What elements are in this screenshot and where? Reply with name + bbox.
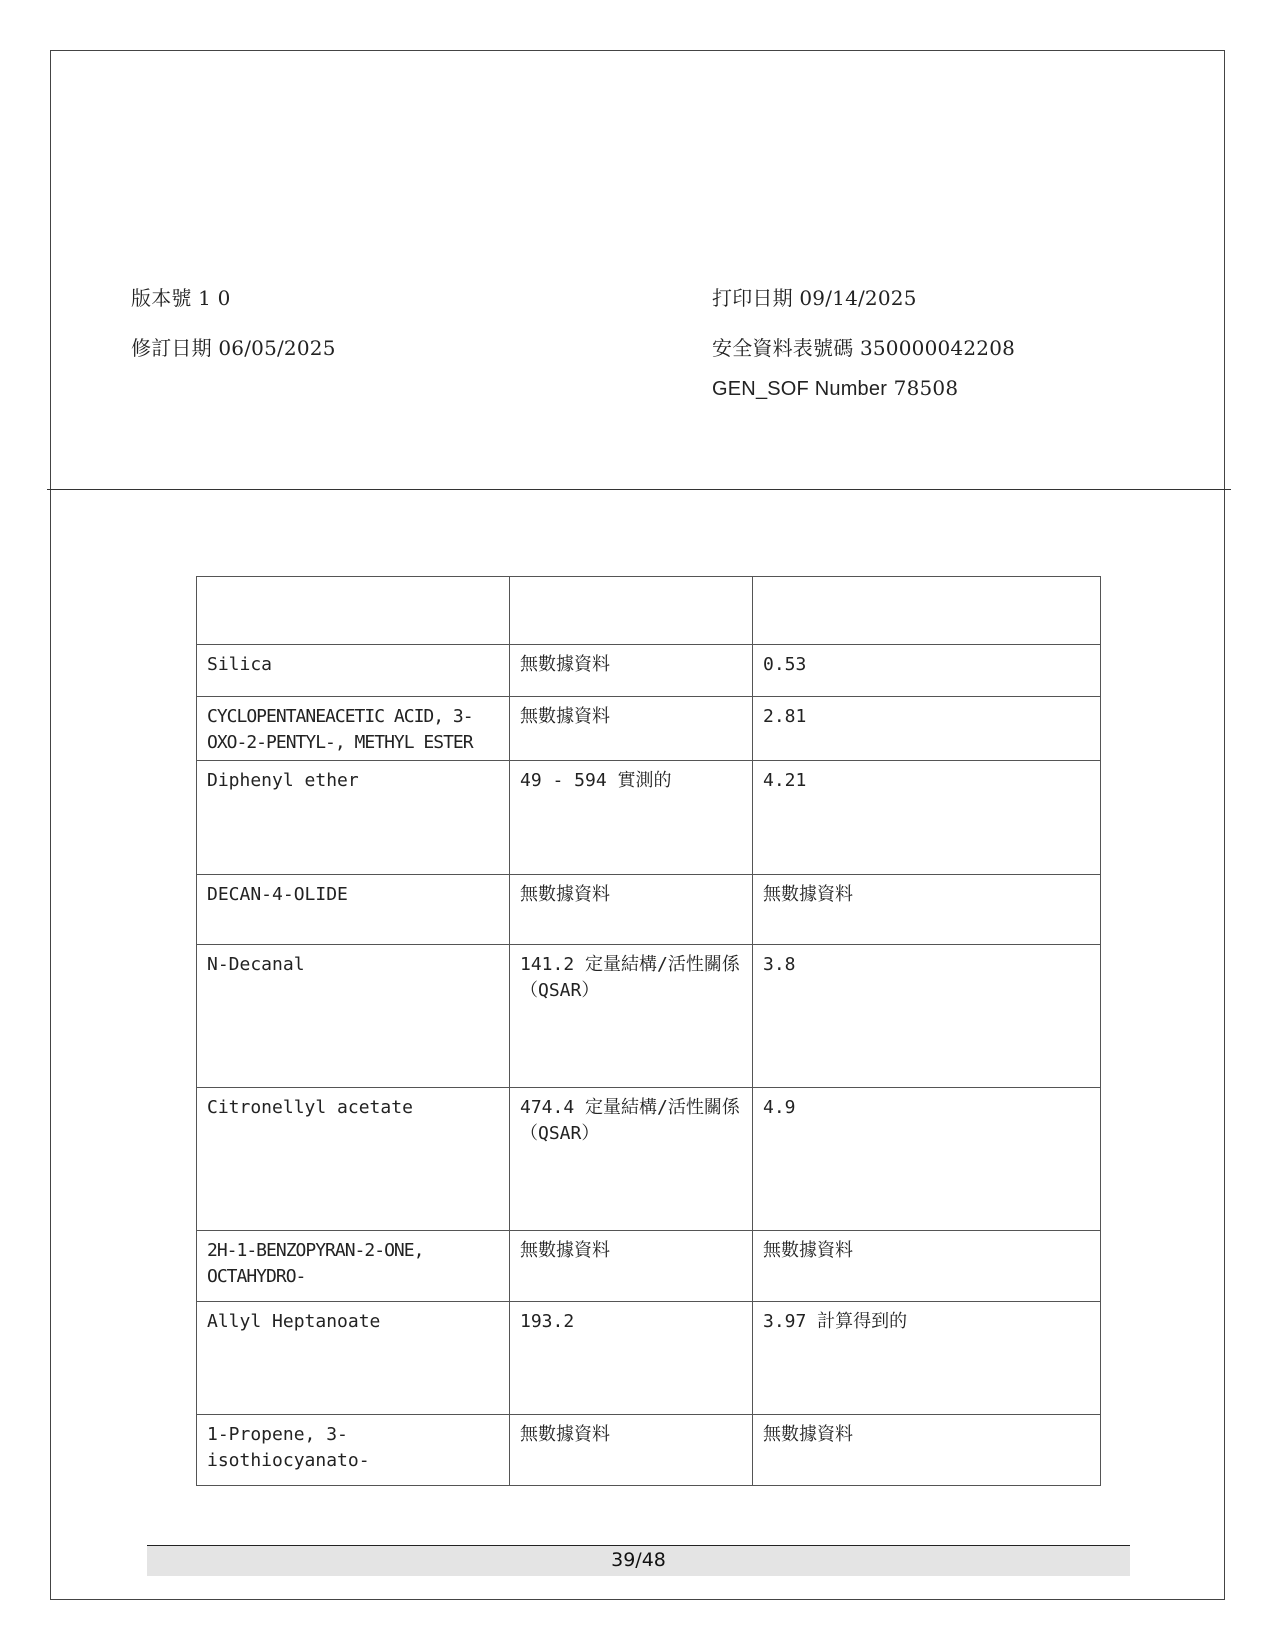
- table-header-cell: [197, 577, 510, 645]
- value-cell: 2.81: [753, 697, 1101, 761]
- value-cell: 無數據資料: [510, 1415, 753, 1486]
- table-row: [197, 761, 1101, 875]
- value-cell: 無數據資料: [753, 1231, 1101, 1302]
- table-row: [197, 1088, 1101, 1231]
- page-footer: [147, 1545, 1130, 1576]
- revision-date: 修訂日期 06/05/2025: [131, 336, 336, 360]
- substance-cell: 1-Propene, 3-isothiocyanato-: [197, 1415, 510, 1486]
- value-cell: 49 - 594 實測的: [510, 761, 753, 875]
- table-row: [197, 1415, 1101, 1486]
- value-cell: 4.9: [753, 1088, 1101, 1231]
- substance-cell: Silica: [197, 645, 510, 697]
- substance-cell: N-Decanal: [197, 945, 510, 1088]
- gen-sof-label: GEN_SOF Number: [712, 378, 888, 400]
- print-date: 打印日期 09/14/2025: [712, 286, 917, 310]
- table-row: [197, 697, 1101, 761]
- value-cell: 無數據資料: [510, 645, 753, 697]
- table-row: [197, 1231, 1101, 1302]
- gen-sof-value: 78508: [893, 376, 959, 400]
- data-table: [196, 576, 1101, 1486]
- table-header-row: [197, 577, 1101, 645]
- value-cell: 4.21: [753, 761, 1101, 875]
- value-cell: 無數據資料: [753, 1415, 1101, 1486]
- substance-cell: 2H-1-BENZOPYRAN-2-ONE, OCTAHYDRO-: [197, 1231, 510, 1302]
- header-divider: [47, 489, 1231, 490]
- version-number: 版本號 1 0: [131, 286, 231, 310]
- table-header-cell: [510, 577, 753, 645]
- table-row: [197, 875, 1101, 945]
- substance-cell: Diphenyl ether: [197, 761, 510, 875]
- table-row: [197, 1302, 1101, 1415]
- value-cell: 無數據資料: [510, 697, 753, 761]
- table-row: [197, 645, 1101, 697]
- gen-sof-number: [712, 376, 958, 401]
- value-cell: 3.8: [753, 945, 1101, 1088]
- value-cell: 193.2: [510, 1302, 753, 1415]
- value-cell: 無數據資料: [753, 875, 1101, 945]
- value-cell: 141.2 定量結構/活性關係（QSAR）: [510, 945, 753, 1088]
- value-cell: 0.53: [753, 645, 1101, 697]
- sds-number: 安全資料表號碼 350000042208: [712, 336, 1016, 360]
- table-row: [197, 945, 1101, 1088]
- substance-cell: Allyl Heptanoate: [197, 1302, 510, 1415]
- table-header-cell: [753, 577, 1101, 645]
- substance-cell: Citronellyl acetate: [197, 1088, 510, 1231]
- value-cell: 3.97 計算得到的: [753, 1302, 1101, 1415]
- substance-cell: DECAN-4-OLIDE: [197, 875, 510, 945]
- page-number: 39/48: [611, 1549, 666, 1571]
- substance-cell: CYCLOPENTANEACETIC ACID, 3-OXO-2-PENTYL-, METHYL ESTER: [197, 697, 510, 761]
- value-cell: 無數據資料: [510, 1231, 753, 1302]
- value-cell: 無數據資料: [510, 875, 753, 945]
- value-cell: 474.4 定量結構/活性關係（QSAR）: [510, 1088, 753, 1231]
